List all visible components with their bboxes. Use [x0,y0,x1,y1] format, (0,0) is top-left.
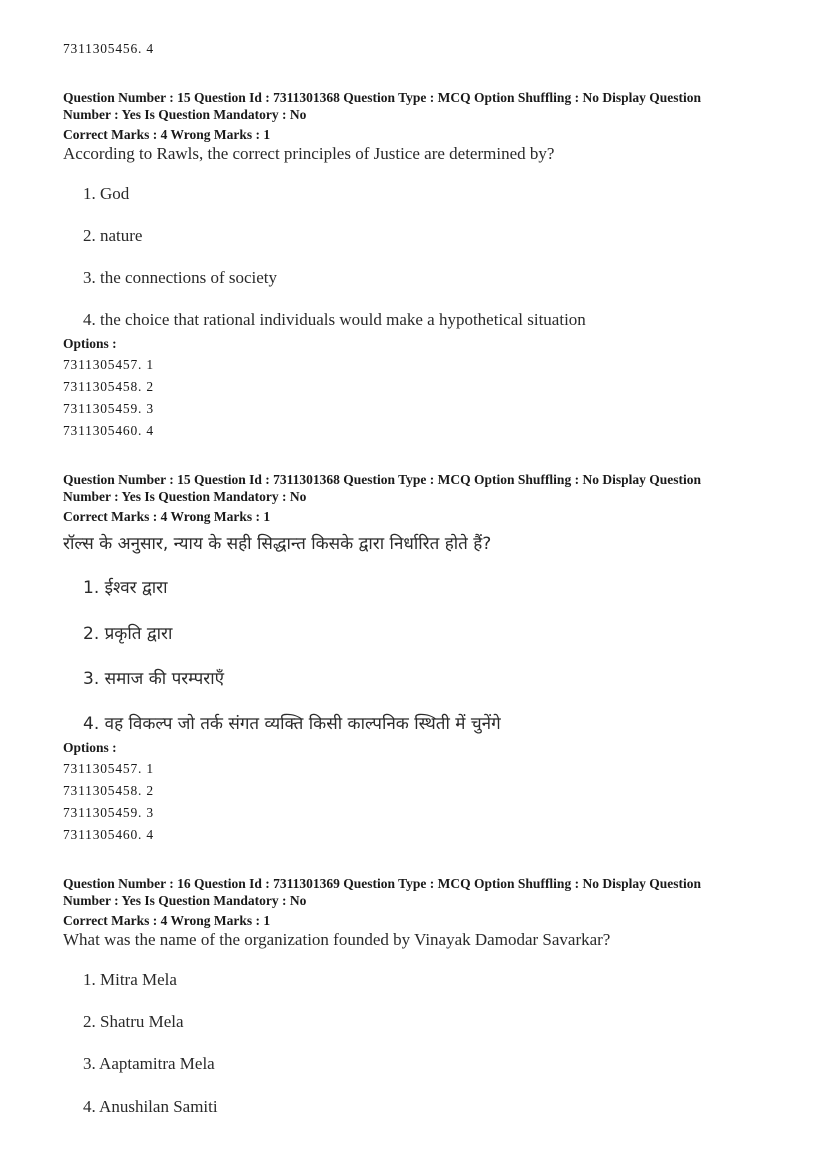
question-text: According to Rawls, the correct principles of Justice are determined by? [63,144,555,163]
question-marks: Correct Marks : 4 Wrong Marks : 1 [63,509,271,524]
answer-option: 1. God [83,184,130,203]
answer-option: 1. Mitra Mela [83,970,177,989]
answer-option: 3. the connections of society [83,268,278,287]
option-id: 7311305459. 3 [63,805,154,820]
answer-option: 3. समाज की परम्पराएँ [83,669,225,689]
question-meta-line: Number : Yes Is Question Mandatory : No [63,893,307,908]
option-id: 7311305456. 4 [63,41,154,56]
answer-option: 1. ईश्वर द्वारा [83,578,168,598]
answer-option: 2. nature [83,226,143,245]
option-id: 7311305459. 3 [63,401,154,416]
option-id: 7311305458. 2 [63,379,154,394]
answer-option: 4. the choice that rational individuals would make a hypothetical situation [83,310,586,329]
question-meta-line: Question Number : 15 Question Id : 7311301368 Question Type : MCQ Option Shuffling : No Display Question [63,472,701,487]
options-label: Options : [63,740,117,755]
answer-option: 2. Shatru Mela [83,1012,184,1031]
answer-option: 2. प्रकृति द्वारा [83,624,173,644]
option-id: 7311305460. 4 [63,827,154,842]
answer-option: 3. Aaptamitra Mela [83,1054,215,1073]
question-text: रॉल्स के अनुसार, न्याय के सही सिद्धान्त किसके द्वारा निर्धारित होते हैं? [63,534,492,554]
options-label: Options : [63,336,117,351]
option-id: 7311305457. 1 [63,357,154,372]
option-id: 7311305458. 2 [63,783,154,798]
answer-option: 4. वह विकल्प जो तर्क संगत व्यक्ति किसी काल्पनिक स्थिती में चुनेंगे [83,714,501,734]
question-meta-line: Number : Yes Is Question Mandatory : No [63,107,307,122]
question-text: What was the name of the organization founded by Vinayak Damodar Savarkar? [63,930,611,949]
question-meta-line: Question Number : 16 Question Id : 7311301369 Question Type : MCQ Option Shuffling : No Display Question [63,876,701,891]
answer-option: 4. Anushilan Samiti [83,1097,218,1116]
option-id: 7311305460. 4 [63,423,154,438]
option-id: 7311305457. 1 [63,761,154,776]
question-marks: Correct Marks : 4 Wrong Marks : 1 [63,913,271,928]
question-marks: Correct Marks : 4 Wrong Marks : 1 [63,127,271,142]
question-meta-line: Number : Yes Is Question Mandatory : No [63,489,307,504]
question-meta-line: Question Number : 15 Question Id : 7311301368 Question Type : MCQ Option Shuffling : No Display Question [63,90,701,105]
